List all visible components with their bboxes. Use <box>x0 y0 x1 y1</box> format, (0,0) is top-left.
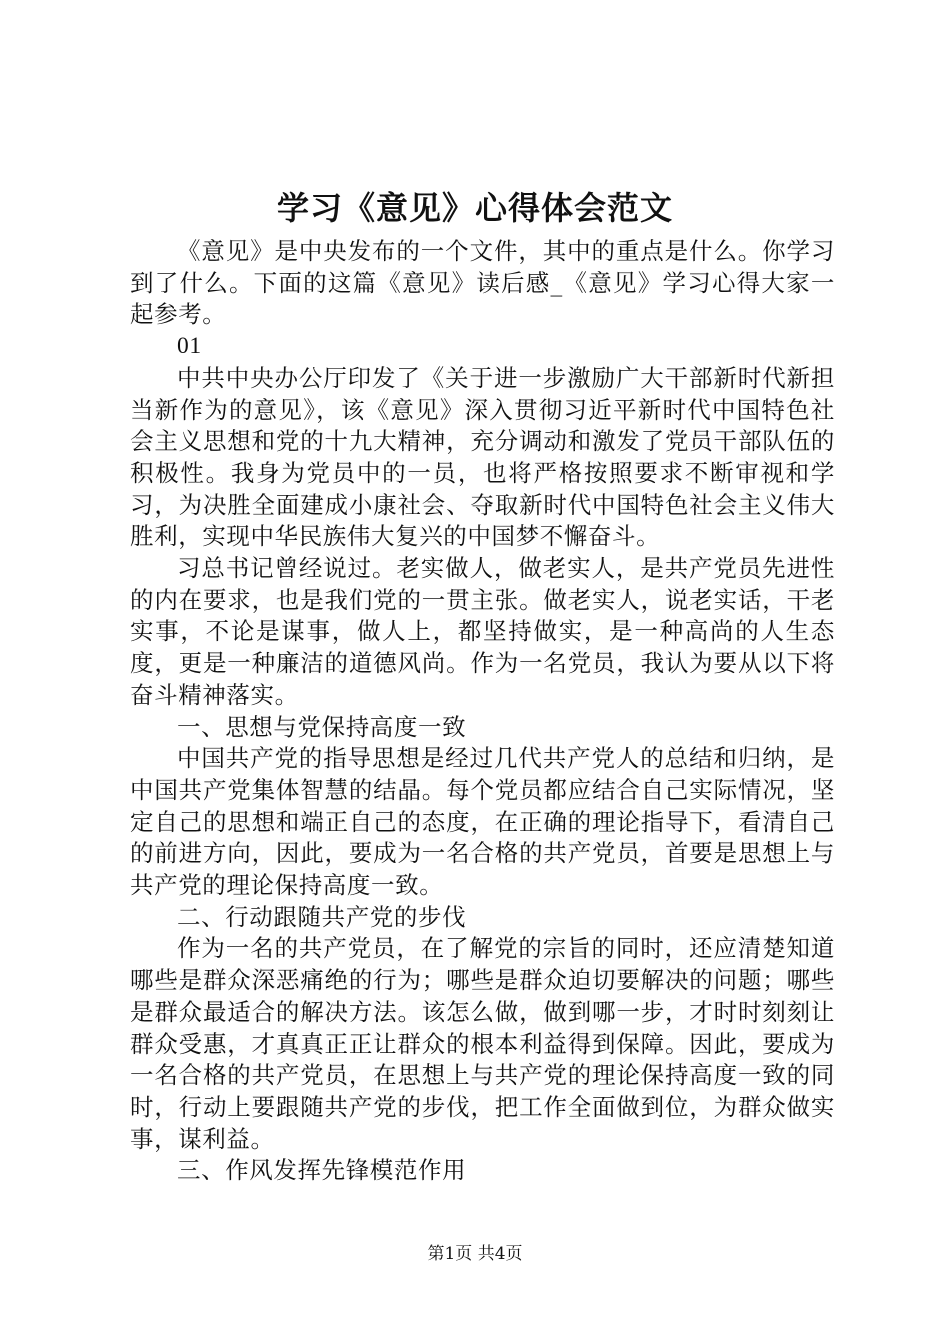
intro-paragraph: 《意见》是中央发布的一个文件，其中的重点是什么。你学习到了什么。下面的这篇《意见》读后感_《意见》学习心得大家一起参考。 <box>130 237 835 329</box>
body-paragraph: 中共中央办公厅印发了《关于进一步激励广大干部新时代新担当新作为的意见》，该《意见》深入贯彻习近平新时代中国特色社会主义思想和党的十九大精神，充分调动和激发了党员干部队伍的积极性。我身为党员中的一员，也将严格按照要求不断审视和学习，为决胜全面建成小康社会、夺取新时代中国特色社会主义伟大胜利，实现中华民族伟大复兴的中国梦不懈奋斗。 <box>130 363 835 551</box>
body-paragraph: 中国共产党的指导思想是经过几代共产党人的总结和归纳，是中国共产党集体智慧的结晶。每个党员都应结合自己实际情况，坚定自己的思想和端正自己的态度，在正确的理论指导下，看清自己的前进方向，因此，要成为一名合格的共产党员，首要是思想上与共产党的理论保持高度一致。 <box>130 744 835 900</box>
body-paragraph: 作为一名的共产党员，在了解党的宗旨的同时，还应清楚知道哪些是群众深恶痛绝的行为；哪些是群众迫切要解决的问题；哪些是群众最适合的解决方法。该怎么做，做到哪一步，才时时刻刻让群众受惠，才真真正正让群众的根本利益得到保障。因此，要成为一名合格的共产党员，在思想上与共产党的理论保持高度一致的同时，行动上要跟随共产党的步伐，把工作全面做到位，为群众做实事，谋利益。 <box>130 934 835 1153</box>
section-heading: 二、行动跟随共产党的步伐 <box>177 902 467 931</box>
body-paragraph: 习总书记曾经说过。老实做人，做老实人，是共产党员先进性的内在要求，也是我们党的一贯主张。做老实人，说老实话，干老实事，不论是谋事，做人上，都坚持做实，是一种高尚的人生态度，更是一种廉洁的道德风尚。作为一名党员，我认为要从以下将奋斗精神落实。 <box>130 554 835 709</box>
document-title: 学习《意见》心得体会范文 <box>276 189 673 227</box>
document-body <box>130 236 835 1187</box>
section-heading: 三、作风发挥先锋模范作用 <box>177 1156 467 1185</box>
section-heading: 一、思想与党保持高度一致 <box>177 712 467 741</box>
section-number: 01 <box>177 333 202 360</box>
page-footer: 第1页 共4页 <box>427 1244 523 1264</box>
